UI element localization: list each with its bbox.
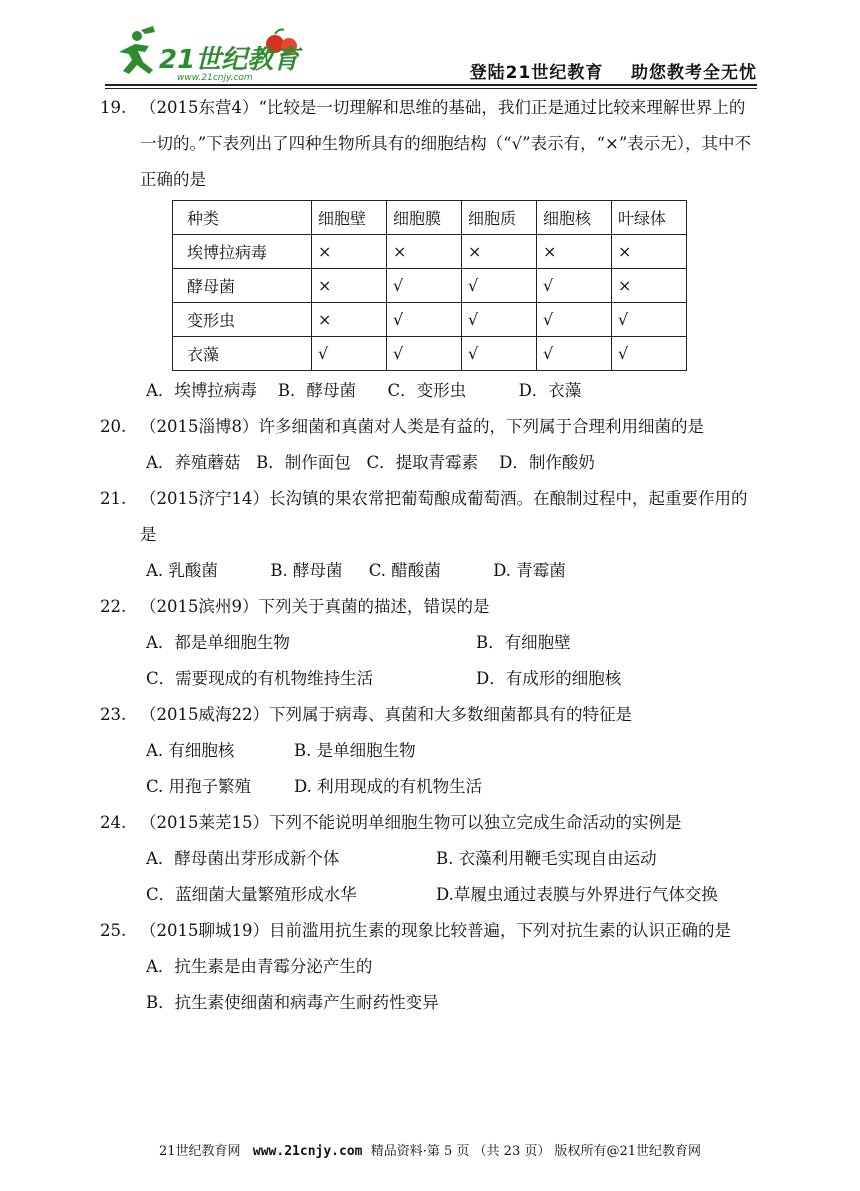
answer-option: B．抗生素使细菌和病毒产生耐药性变异 xyxy=(146,993,439,1012)
table-cell: × xyxy=(387,235,462,269)
question-stem: （2015济宁14）长沟镇的果农常把葡萄酿成葡萄酒。在酿制过程中，起重要作用的是 xyxy=(140,489,748,544)
question-22 xyxy=(100,589,760,625)
table-cell: 变形虫 xyxy=(173,303,312,337)
table-cell: √ xyxy=(387,269,462,303)
table-cell: √ xyxy=(387,337,462,371)
answer-option: A．都是单细胞生物 xyxy=(146,633,290,652)
site-logo[interactable] xyxy=(105,24,315,84)
table-row xyxy=(173,337,687,371)
footer-page-info: 精品资料·第 5 页 （共 23 页） 版权所有@21世纪教育网 xyxy=(370,1144,702,1159)
svg-text:www.21cnjy.com: www.21cnjy.com xyxy=(177,73,253,83)
table-header-cell: 细胞膜 xyxy=(387,201,462,235)
footer-site-name: 21世纪教育网 xyxy=(158,1144,241,1159)
table-cell: × xyxy=(312,303,387,337)
table-cell: √ xyxy=(462,303,537,337)
question-stem: （2015莱芜15）下列不能说明单细胞生物可以独立完成生命活动的实例是 xyxy=(140,813,682,832)
question-stem: （2015威海22）下列属于病毒、真菌和大多数细菌都具有的特征是 xyxy=(140,705,632,724)
question-number: 24. xyxy=(100,813,127,832)
table-cell: × xyxy=(312,269,387,303)
header-tagline: 登陆21世纪教育 助您教考全无忧 xyxy=(469,63,757,83)
table-header-cell: 细胞核 xyxy=(537,201,612,235)
answer-options: A．养殖蘑菇 B．制作面包 C．提取青霉素 D．制作酸奶 xyxy=(146,453,595,472)
table-cell: √ xyxy=(387,303,462,337)
answer-option: D. 利用现成的有机物生活 xyxy=(294,777,483,796)
question-number: 19. xyxy=(100,98,127,117)
table-cell: × xyxy=(612,235,687,269)
question-list xyxy=(100,90,760,1021)
table-cell: × xyxy=(537,235,612,269)
header-divider-thin xyxy=(105,88,757,89)
table-cell: × xyxy=(312,235,387,269)
question-24 xyxy=(100,805,760,841)
answer-option: C．需要现成的有机物维持生活 xyxy=(146,669,374,688)
table-cell: × xyxy=(612,269,687,303)
answer-options-row xyxy=(146,661,760,697)
question-23 xyxy=(100,697,760,733)
table-row xyxy=(173,269,687,303)
question-number: 23. xyxy=(100,705,127,724)
question-stem: （2015滨州9）下列关于真菌的描述，错误的是 xyxy=(140,597,490,616)
table-cell: √ xyxy=(462,269,537,303)
table-header-cell: 细胞质 xyxy=(462,201,537,235)
question-number: 21. xyxy=(100,489,127,508)
answer-option: A. 有细胞核 xyxy=(146,741,235,760)
question-20 xyxy=(100,409,760,445)
answer-options-row xyxy=(146,733,760,769)
table-cell: √ xyxy=(537,337,612,371)
question-19 xyxy=(100,90,760,198)
header-divider xyxy=(105,84,757,86)
table-header-cell: 种类 xyxy=(173,201,312,235)
question-number: 20. xyxy=(100,417,127,436)
page-header xyxy=(105,18,757,88)
answer-option: B. 衣藻利用鞭毛实现自由运动 xyxy=(436,849,657,868)
table-row xyxy=(173,235,687,269)
answer-options: A．埃博拉病毒 B．酵母菌 C．变形虫 D．衣藻 xyxy=(146,381,582,400)
answer-option: A．酵母菌出芽形成新个体 xyxy=(146,849,340,868)
table-cell: 衣藻 xyxy=(173,337,312,371)
table-header-cell: 细胞壁 xyxy=(312,201,387,235)
table-cell: √ xyxy=(612,337,687,371)
table-row xyxy=(173,303,687,337)
table-cell: √ xyxy=(537,269,612,303)
page-footer xyxy=(0,1140,860,1159)
runner-icon xyxy=(119,26,155,74)
table-header-row xyxy=(173,201,687,235)
question-21 xyxy=(100,481,760,553)
table-cell: √ xyxy=(612,303,687,337)
answer-options: A. 乳酸菌 B. 酵母菌 C. 醋酸菌 D. 青霉菌 xyxy=(146,561,566,580)
answer-option: C．蓝细菌大量繁殖形成水华 xyxy=(146,885,357,904)
answer-option: A．抗生素是由青霉分泌产生的 xyxy=(146,957,373,976)
table-cell: √ xyxy=(312,337,387,371)
answer-option: D．有成形的细胞核 xyxy=(476,669,622,688)
question-number: 25. xyxy=(100,921,127,940)
answer-options-row xyxy=(146,625,760,661)
table-cell: 埃博拉病毒 xyxy=(173,235,312,269)
answer-options-row xyxy=(146,877,760,913)
answer-options-row xyxy=(146,841,760,877)
answer-option: C. 用孢子繁殖 xyxy=(146,777,252,796)
cell-structure-table xyxy=(172,200,687,371)
table-cell: √ xyxy=(462,337,537,371)
svg-text:21世纪教育: 21世纪教育 xyxy=(159,45,300,75)
question-25 xyxy=(100,913,760,949)
footer-url-link[interactable]: www.21cnjy.com xyxy=(252,1144,363,1159)
question-number: 22. xyxy=(100,597,127,616)
table-header-cell: 叶绿体 xyxy=(612,201,687,235)
answer-option: D.草履虫通过表膜与外界进行气体交换 xyxy=(436,885,718,904)
answer-options-row xyxy=(146,769,760,805)
logo-graphic xyxy=(105,24,315,84)
question-stem: （2015聊城19）目前滥用抗生素的现象比较普遍，下列对抗生素的认识正确的是 xyxy=(140,921,731,940)
question-stem: （2015淄博8）许多细菌和真菌对人类是有益的，下列属于合理利用细菌的是 xyxy=(140,417,704,436)
answer-option: B．有细胞壁 xyxy=(476,633,571,652)
table-cell: √ xyxy=(537,303,612,337)
table-cell: × xyxy=(462,235,537,269)
table-cell: 酵母菌 xyxy=(173,269,312,303)
question-stem: （2015东营4）“比较是一切理解和思维的基础，我们正是通过比较来理解世界上的一切的。”下表列出了四种生物所具有的细胞结构（“√”表示有，“×”表示无），其中不正确的是 xyxy=(140,98,752,189)
answer-option: B. 是单细胞生物 xyxy=(294,741,416,760)
